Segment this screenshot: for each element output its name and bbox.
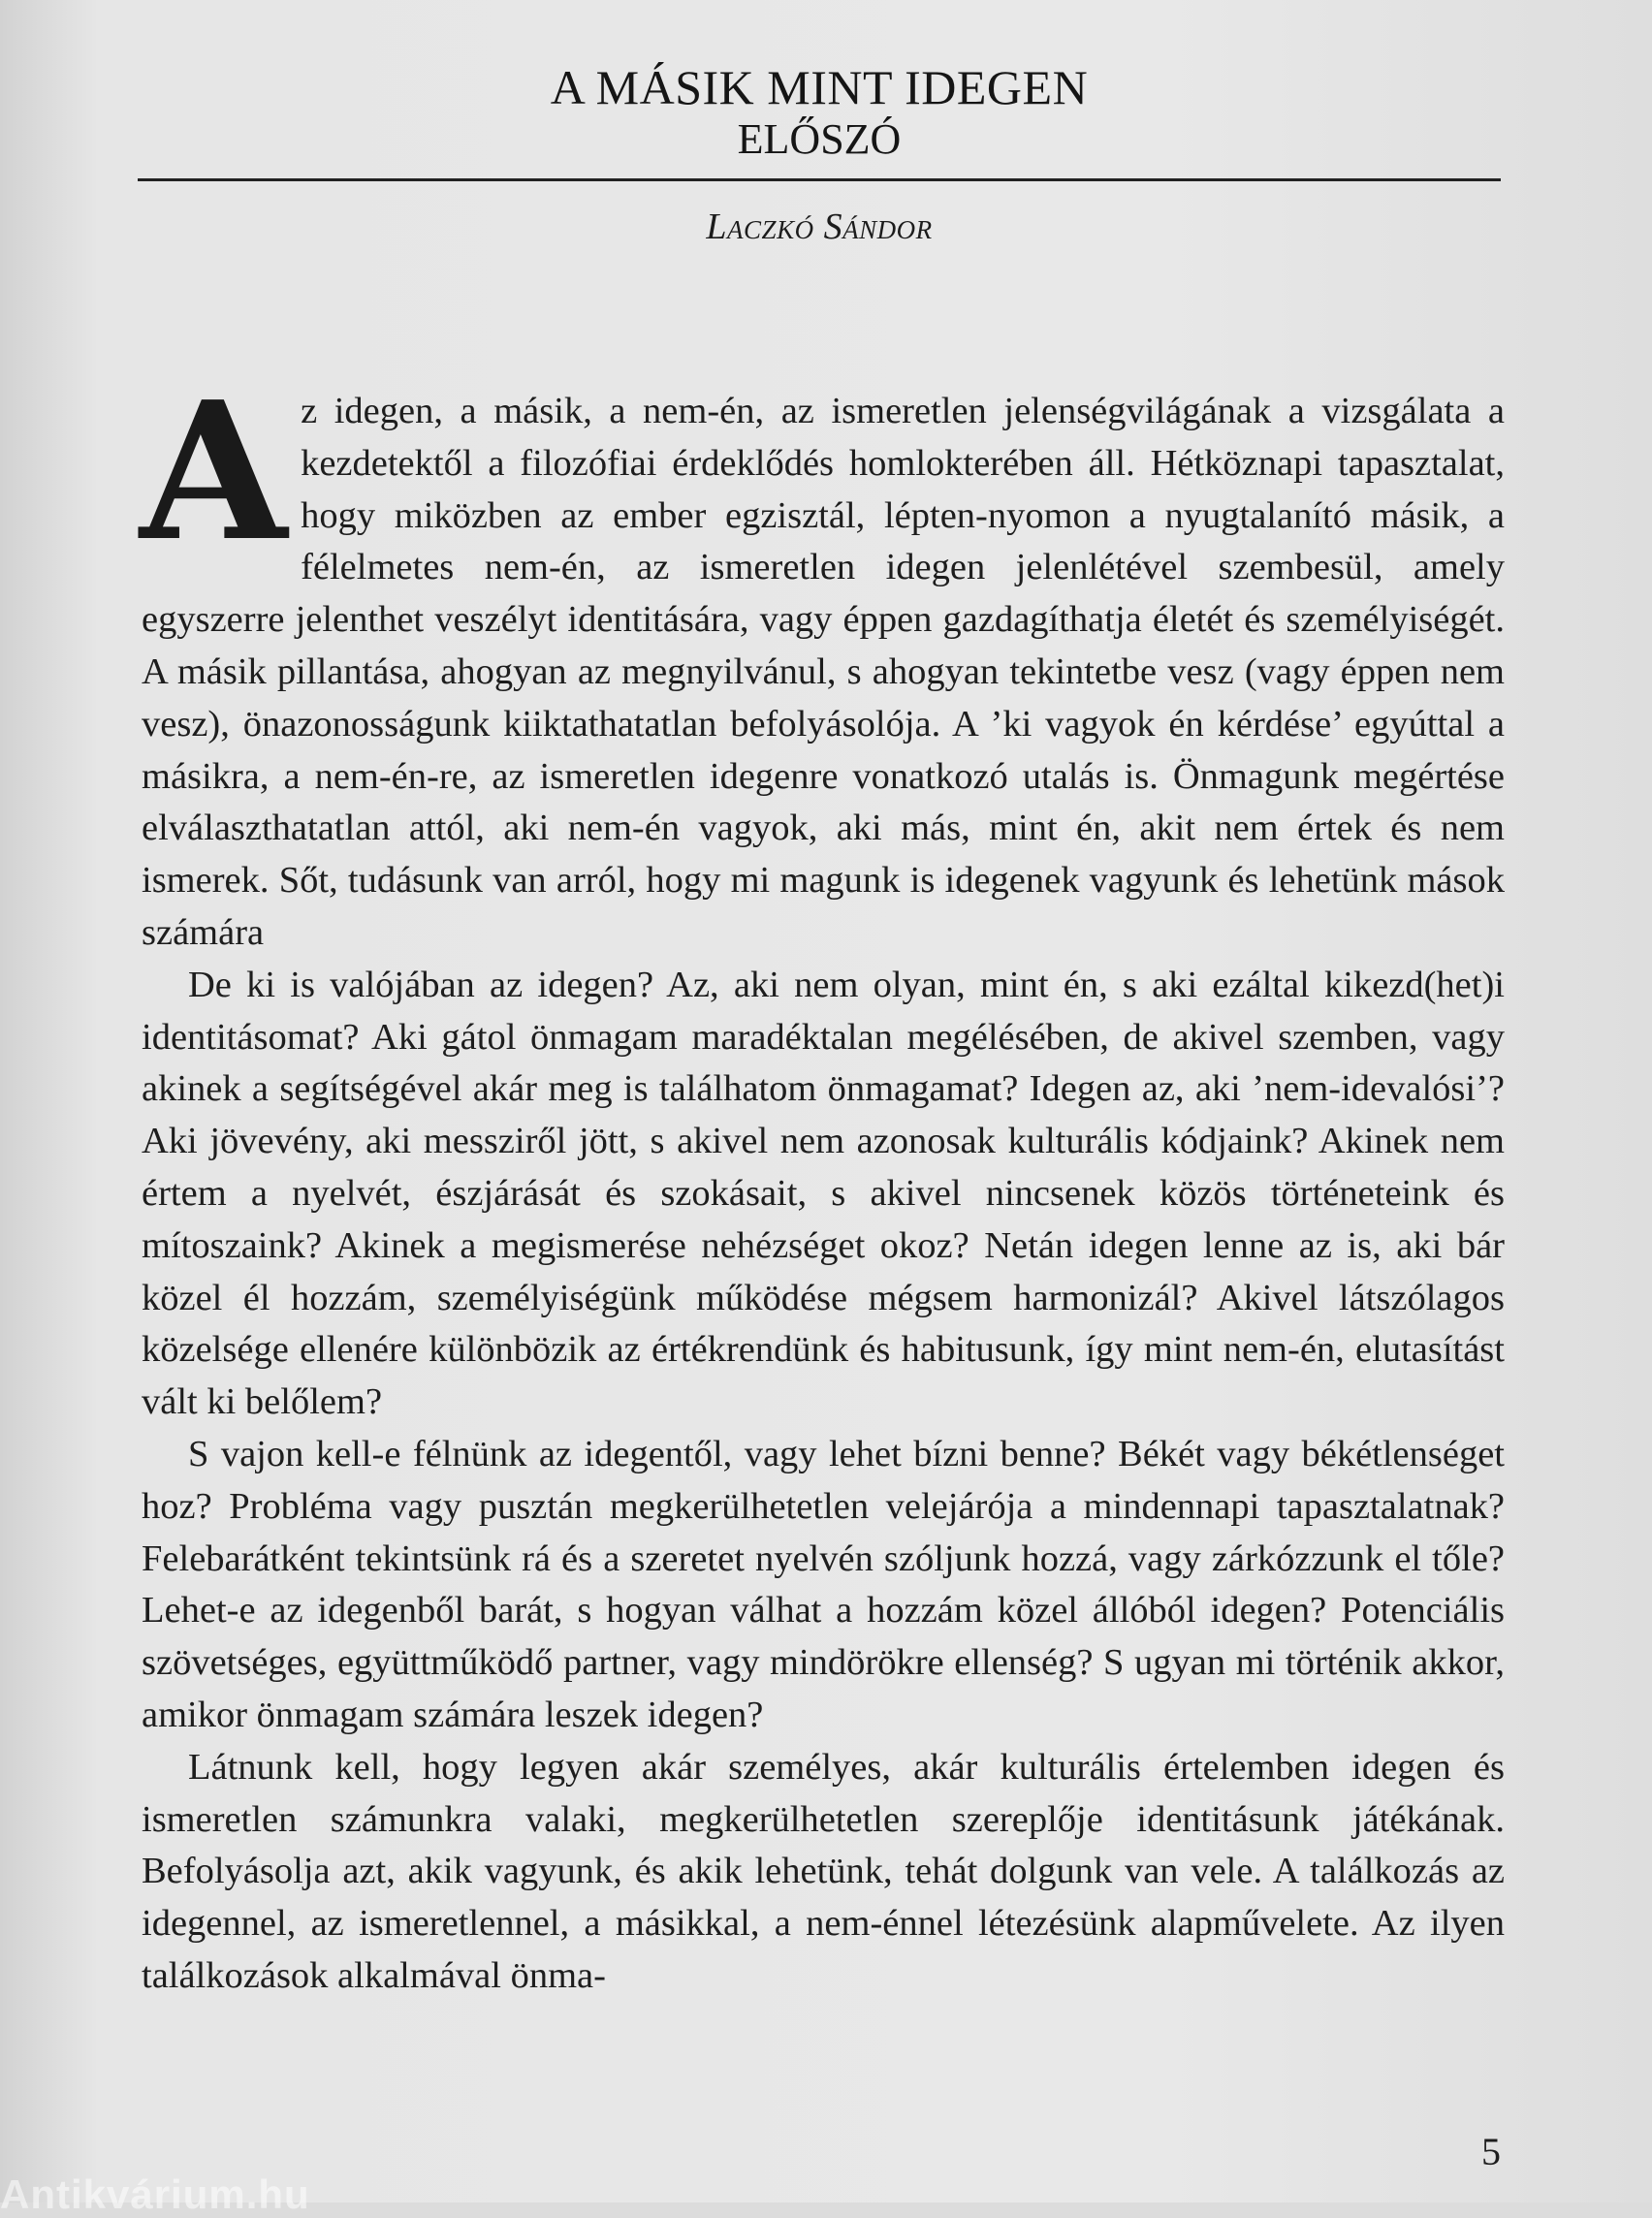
author-name: Laczkó Sándor — [706, 206, 933, 247]
chapter-subtitle: ELŐSZÓ — [737, 115, 902, 163]
paragraph-text: z idegen, a másik, a nem-én, az ismeretlen jelenségvilágának a vizsgálata a kezdetektől a filozófiai érdeklődés homlokterében áll. Hétköznapi tapasztalat, hogy miközben az ember egzisztál, lépten-nyomon a nyugtalanító másik, a félelmetes nem-én, az ismeretlen idegen jelenlétével szembesül, amely egyszerre jelenthet veszélyt identitására, vagy éppen gazdagíthatja életét és személyiségét. A másik pillantása, ahogyan az megnyilvánul, s ahogyan tekintetbe vesz (vagy éppen nem vesz), önazonosságunk kiiktathatatlan befolyásolója. A ’ki vagyok én kérdése’ egyúttal a másikra, a nem-én-re, az ismeretlen idegenre vonatkozó utalás is. Önmagunk megértése elválaszthatatlan attól, aki nem-én vagyok, aki más, mint én, akit nem értek és nem ismerek. Sőt, tudásunk van arról, hogy mi magunk is idegenek vagyunk és lehetünk mások számára — [142, 391, 1505, 953]
watermark: Antikvárium.hu — [0, 2171, 310, 2217]
page-number: 5 — [1481, 2130, 1501, 2173]
chapter-title: A MÁSIK MINT IDEGEN — [550, 60, 1089, 114]
page-header — [138, 60, 1501, 165]
drop-cap: A — [140, 361, 288, 584]
header-rule — [138, 178, 1501, 181]
paragraph — [140, 361, 1505, 960]
paragraph: Látnunk kell, hogy legyen akár személyes, akár kulturális értelemben idegen és ismeretlen számunkra valaki, megkerülhetetlen szereplője identitásunk játékának. Befolyásolja azt, akik vagyunk, és akik lehetünk, tehát dolgunk van vele. A találkozás az idegennel, az ismeretlennel, a másikkal, a nem-énnel létezésünk alapművelete. Az ilyen találkozások alkalmával önma- — [142, 1746, 1505, 1996]
paragraph: De ki is valójában az idegen? Az, aki nem olyan, mint én, s aki ezáltal kikezd(het)i identitásomat? Aki gátol önmagam maradéktalan megélésében, de akivel szemben, vagy akinek a segítségével akár meg is találhatom önmagamat? Idegen az, aki ’nem-idevalósi’? Aki jövevény, aki messziről jött, s akivel nem azonosak kulturális kódjaink? Akinek nem értem a nyelvét, észjárását és szokásait, s akivel nincsenek közös történeteink és mítoszaink? Akinek a megismerése nehézséget okoz? Netán idegen lenne az is, aki bár közel él hozzám, személyiségünk működése mégsem harmonizál? Akivel látszólagos közelsége ellenére különbözik az értékrendünk és habitusunk, így mint nem-én, elutasítást vált ki belőlem? — [142, 964, 1505, 1423]
paragraph: S vajon kell-e félnünk az idegentől, vagy lehet bízni benne? Békét vagy békétlenséget hoz? Probléma vagy pusztán megkerülhetetlen velejárója a mindennapi tapasztalatnak? Felebarátként tekintsünk rá és a szeretet nyelvén szóljunk hozzá, vagy zárkózzunk el tőle? Lehet-e az idegenből barát, s hogyan válhat a hozzám közel állóból idegen? Potenciális szövetséges, együttműködő partner, vagy mindörökre ellenség? S ugyan mi történik akkor, amikor önmagam számára leszek idegen? — [142, 1433, 1505, 1735]
body-text — [140, 361, 1505, 2003]
